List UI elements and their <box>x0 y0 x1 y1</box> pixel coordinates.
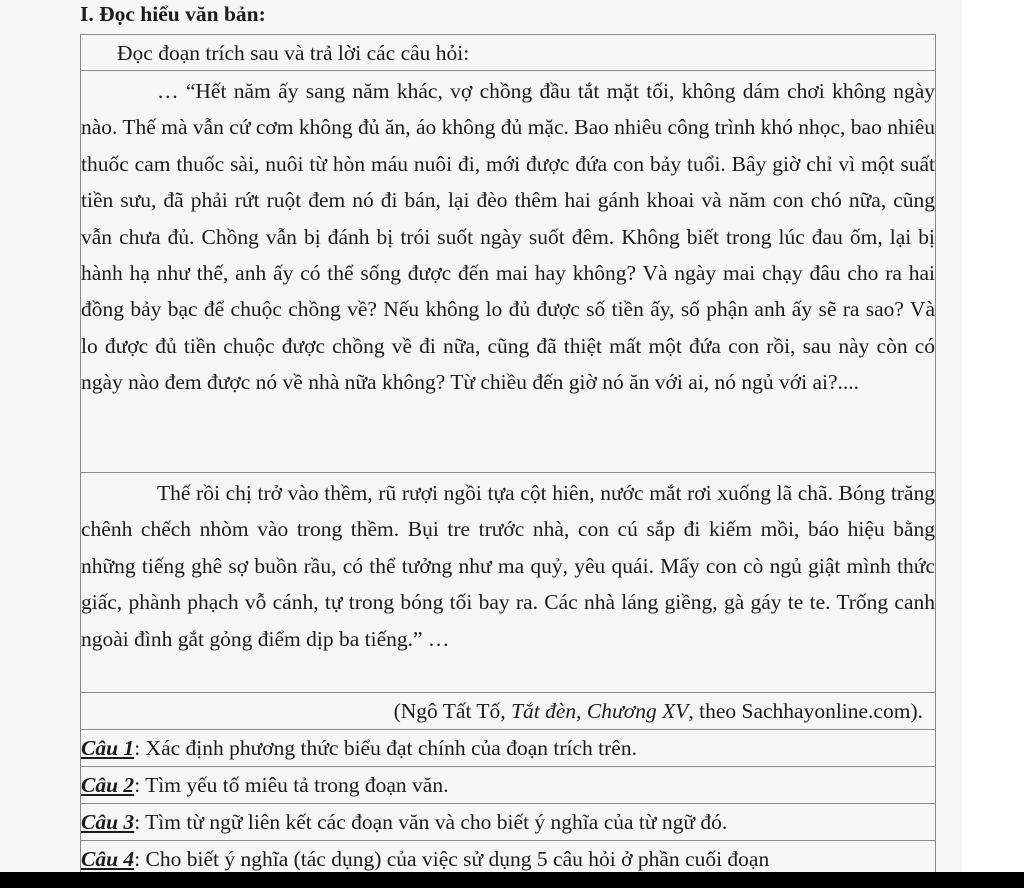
passage-paragraph-1: … “Hết năm ấy sang năm khác, vợ chồng đầu tắt mặt tối, không dám chơi không ngày nào. Thế mà vẫn cứ cơm không đủ ăn, áo không đủ mặc. Bao nhiêu công trình khó nhọc, bao nhiêu thuốc cam thuốc sài, nuôi từ hòn máu nuôi đi, mới được đứa con bảy tuổi. Bây giờ chỉ vì một suất tiền sưu, đã phải rứt ruột đem nó đi bán, lại đèo thêm hai gánh khoai và năm con chó nữa, cũng vẫn chưa đủ. Chồng vẫn bị đánh bị trói suốt ngày suốt đêm. Không biết trong lúc đau ốm, lại bị hành hạ như thế, anh ấy có thể sống được đến mai hay không? Và ngày mai chạy đâu cho ra hai đồng bảy bạc để chuộc chồng về? Nếu không lo đủ được số tiền ấy, số phận anh ấy sẽ ra sao? Và lo được đủ tiền chuộc được chồng về đi nữa, cũng đã thiệt mất một đứa con rồi, sau này còn có ngày nào đem được nó về nhà nữa không? Từ chiều đến giờ nó ăn với ai, nó ngủ với ai?.... <box>81 79 935 395</box>
document-table <box>80 34 936 878</box>
passage-row-1 <box>81 71 935 473</box>
question-text: : Tìm từ ngữ liên kết các đoạn văn và cho biết ý nghĩa của từ ngữ đó. <box>134 810 728 834</box>
question-label: Câu 3 <box>81 810 135 834</box>
question-row <box>81 804 935 841</box>
screen-bottom-bar <box>0 872 1024 888</box>
question-text: : Tìm yếu tố miêu tả trong đoạn văn. <box>134 773 449 797</box>
question-row <box>81 730 935 767</box>
source-prefix: (Ngô Tất Tố, <box>393 699 512 723</box>
question-row <box>81 767 935 804</box>
passage-paragraph-2: Thế rồi chị trở vào thềm, rũ rượi ngồi tựa cột hiên, nước mắt rơi xuống lã chã. Bóng trăng chênh chếch nhòm vào trong thềm. Bụi tre trước nhà, con cú sắp đi kiếm mồi, báo hiệu bằng những tiếng ghê sợ buồn rầu, có thể tưởng như ma quỷ, yêu quái. Mấy con cò ngủ giật mình thức giấc, phành phạch vỗ cánh, tự trong bóng tối bay ra. Các nhà láng giềng, gà gáy te te. Trống canh ngoài đình gắt gỏng điểm dịp ba tiếng.” … <box>81 481 935 651</box>
question-label: Câu 1 <box>81 736 135 760</box>
instruction-text: Đọc đoạn trích sau và trả lời các câu hỏi: <box>117 41 470 65</box>
source-suffix: , theo Sachhayonline.com). <box>688 699 923 723</box>
question-text: : Cho biết ý nghĩa (tác dụng) của việc sử dụng 5 câu hỏi ở phần cuối đoạn <box>134 847 770 871</box>
instruction-row <box>81 34 935 71</box>
question-label: Câu 4 <box>81 847 135 871</box>
source-row <box>81 693 935 730</box>
section-heading: I. Đọc hiểu văn bản: <box>80 2 266 26</box>
question-label: Câu 2 <box>81 773 135 797</box>
passage-row-2 <box>81 473 935 693</box>
page-margin <box>962 0 1024 872</box>
question-text: : Xác định phương thức biểu đạt chính của đoạn trích trên. <box>134 736 637 760</box>
source-title: Tắt đèn, Chương XV <box>511 699 689 723</box>
